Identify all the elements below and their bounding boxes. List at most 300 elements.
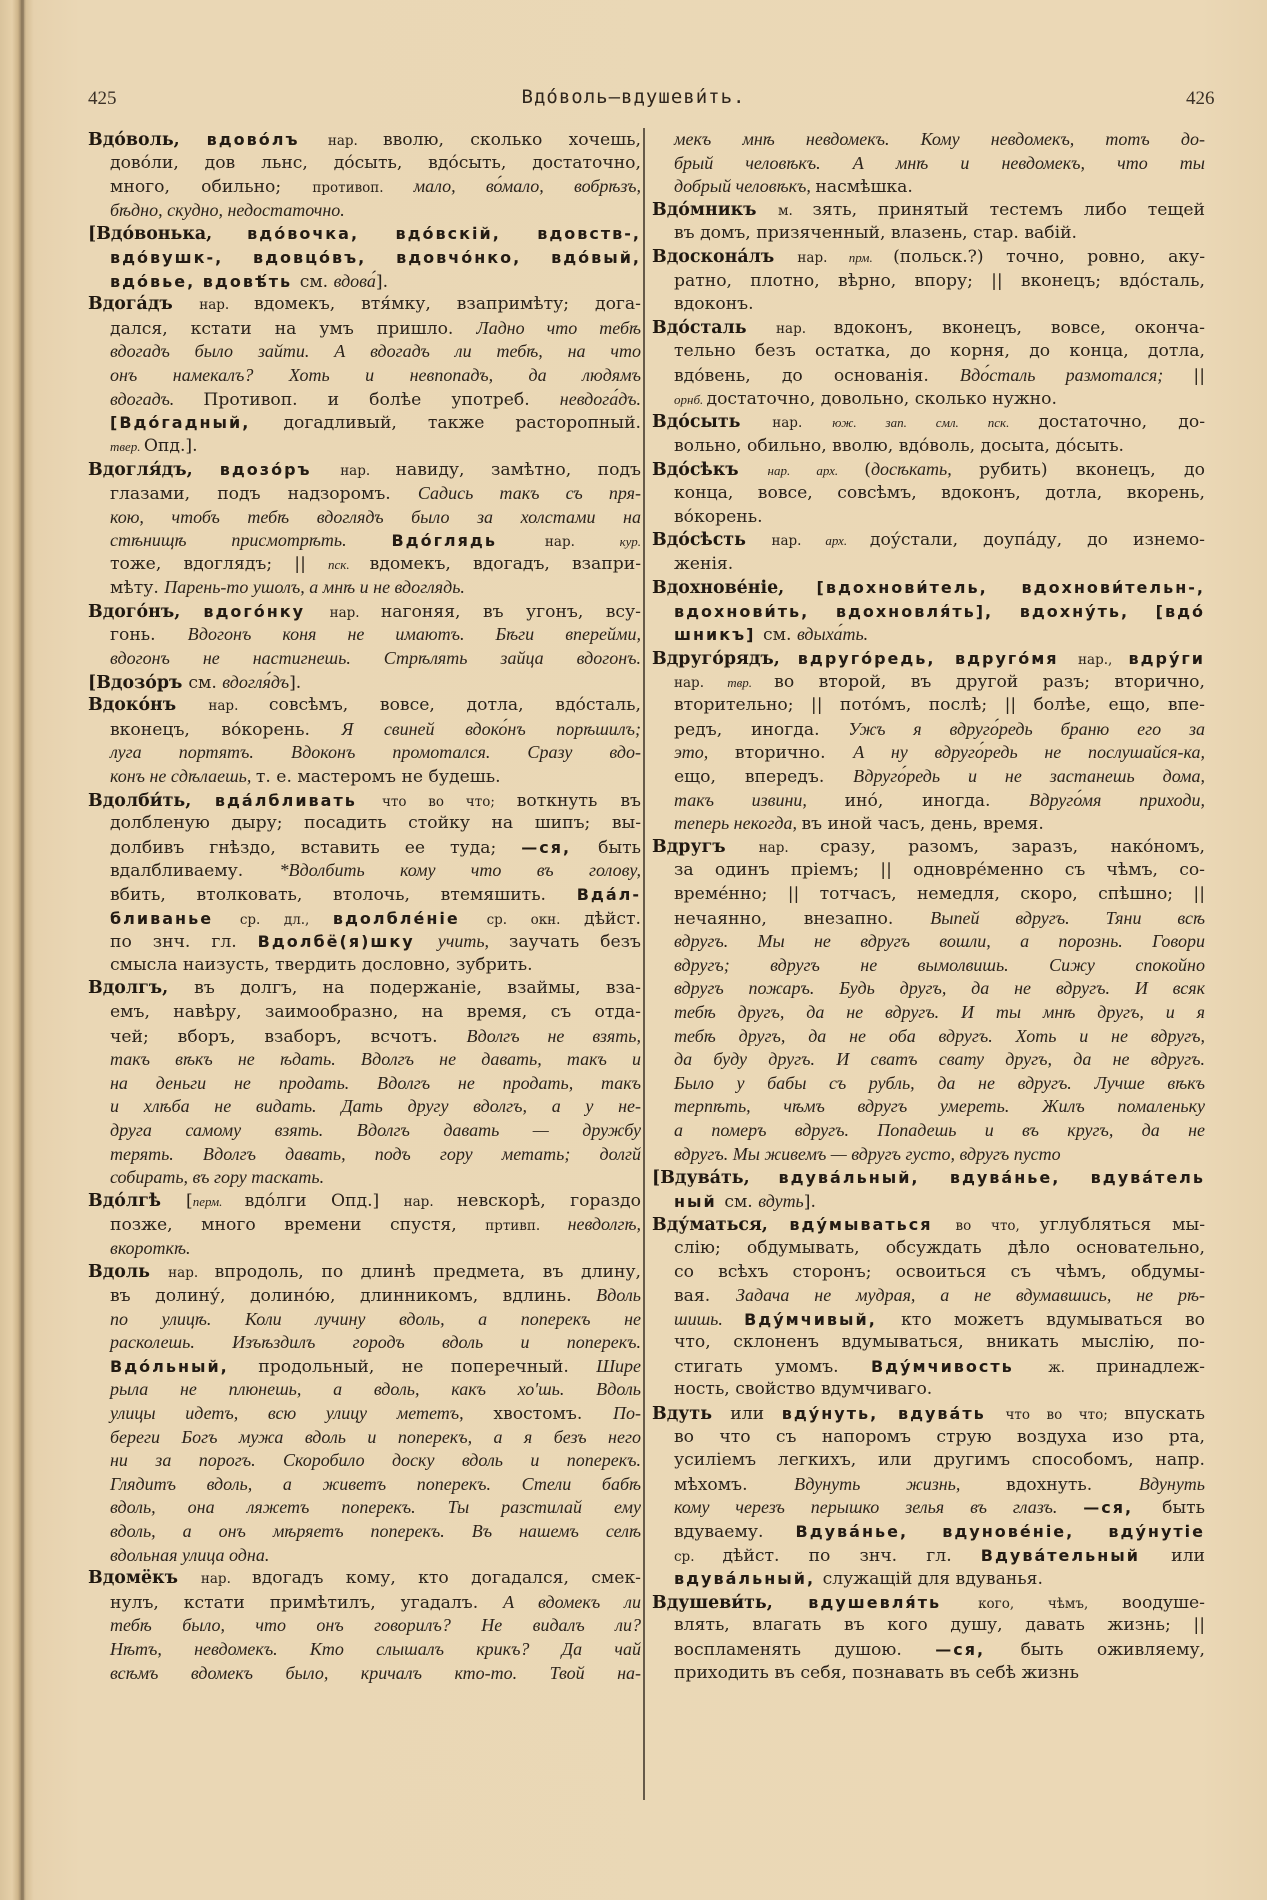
example-italic: Выпей вдругъ. Тяни всѣ bbox=[930, 907, 1205, 928]
example-italic: тебѣ было, что онъ говорилъ? Не видалъ ли? bbox=[110, 1615, 641, 1636]
headword: Вдолгъ, bbox=[88, 978, 195, 999]
definition-text: ]. bbox=[803, 1191, 816, 1212]
region-label: прм. bbox=[848, 249, 894, 265]
definition-text: вторично. bbox=[734, 743, 854, 764]
definition-text: рубить) вконецъ, до bbox=[979, 460, 1205, 481]
entry-line bbox=[652, 340, 1205, 364]
entry-line bbox=[88, 553, 641, 577]
definition-text: || bbox=[1193, 365, 1205, 386]
entry-line bbox=[88, 506, 641, 530]
entry-line bbox=[652, 1237, 1205, 1261]
definition-text: вдоконъ, вконецъ, вовсе, оконча- bbox=[833, 317, 1205, 338]
entry-line bbox=[652, 293, 1205, 317]
example-italic: вдоль, а онъ мѣряетъ поперекъ. Въ нашемъ селѣ bbox=[110, 1521, 641, 1542]
example-italic: Вдруго́редь и не застанешь дома, bbox=[853, 766, 1205, 787]
entry-line bbox=[88, 1496, 641, 1520]
entry-line bbox=[88, 812, 641, 836]
right-column bbox=[652, 128, 1205, 1685]
derived-form: —ся, bbox=[1083, 1498, 1163, 1518]
entry-line bbox=[652, 977, 1205, 1001]
entry-line bbox=[88, 529, 641, 553]
definition-text: быть bbox=[1162, 1498, 1205, 1519]
headword: [Вдозо́ръ bbox=[88, 672, 189, 693]
definition-text: мѣту. bbox=[110, 578, 165, 599]
example-italic: Вдунуть bbox=[1138, 1473, 1205, 1494]
example-italic: Было у бабы съ рубль, да не вдругъ. Лучше вѣкъ bbox=[674, 1072, 1205, 1093]
grammar-label: ж. bbox=[1048, 1359, 1097, 1376]
example-italic: стѣнищѣ присмотрѣть. bbox=[110, 530, 392, 551]
definition-text: [ bbox=[186, 1190, 193, 1211]
entry-first-line bbox=[652, 576, 1205, 600]
entry-line bbox=[652, 954, 1205, 978]
headword: [Вдо́вонька, bbox=[88, 224, 248, 245]
derived-form: —ся, bbox=[521, 837, 599, 857]
definition-text: нечаянно, внезапно. bbox=[674, 908, 931, 929]
definition-text: вдо́лги Опд.] bbox=[244, 1190, 404, 1211]
entry-first-line bbox=[652, 836, 1205, 860]
definition-text: впродоль, по длинѣ предмета, въ длину, bbox=[214, 1261, 641, 1282]
definition-text: вдогадъ кому, кто догадался, смек- bbox=[252, 1568, 641, 1589]
headword: Вдога́дъ bbox=[88, 294, 200, 315]
entry-line bbox=[652, 812, 1205, 836]
derived-form: вда́лбливать bbox=[214, 790, 382, 810]
entry-line bbox=[652, 1473, 1205, 1497]
entry-line bbox=[88, 576, 641, 600]
definition-text: ]. bbox=[375, 271, 389, 292]
grammar-label: что во что; bbox=[381, 793, 517, 810]
grammar-label: кого, чѣмъ, bbox=[978, 1595, 1122, 1612]
entry-first-line bbox=[88, 1567, 641, 1591]
example-italic: брый человѣкъ. А мнѣ и невдомекъ, что ты bbox=[674, 152, 1205, 173]
definition-text: что, склоненъ вдумываться, вникать мыслію, по- bbox=[674, 1332, 1205, 1353]
definition-text: позже, много времени спустя, bbox=[110, 1215, 486, 1236]
definition-text: см. bbox=[188, 672, 223, 693]
entry-line bbox=[652, 1378, 1205, 1402]
entry-line bbox=[652, 718, 1205, 742]
entry-line bbox=[88, 1591, 641, 1615]
definition-text: вдомекъ, втя́мку, взапримѣту; дога- bbox=[253, 294, 641, 315]
entry-line bbox=[88, 388, 641, 412]
example-italic: вдогадъ было зайти. А вдогадъ ли тебѣ, на что bbox=[110, 341, 641, 362]
definition-text: Опд.]. bbox=[143, 435, 198, 456]
entry-line bbox=[652, 671, 1205, 695]
entry-first-line bbox=[88, 458, 641, 482]
entry-line bbox=[88, 1426, 641, 1450]
headword: Вдуть bbox=[652, 1404, 731, 1425]
entry-line bbox=[88, 647, 641, 671]
grammar-label: нар. bbox=[758, 839, 820, 856]
grammar-label: нар. bbox=[327, 133, 383, 149]
definition-text: вторительно; || пото́мъ, послѣ; || болѣе, ещо, впе- bbox=[674, 695, 1205, 716]
entry-line bbox=[88, 175, 641, 199]
entry-line bbox=[88, 435, 641, 459]
entry-line bbox=[652, 1520, 1205, 1544]
entry-first-line bbox=[652, 1213, 1205, 1237]
entry-line bbox=[88, 482, 641, 506]
entry-first-line bbox=[652, 647, 1205, 671]
entry-line bbox=[88, 930, 641, 954]
derived-form: вду́мываться bbox=[789, 1215, 956, 1235]
entry-line bbox=[652, 1308, 1205, 1332]
definition-text: вдалбливаему. bbox=[110, 861, 280, 882]
entry-line bbox=[652, 1095, 1205, 1119]
example-italic: По- bbox=[613, 1403, 641, 1424]
entry-line bbox=[88, 1048, 641, 1072]
entry-line bbox=[652, 364, 1205, 388]
definition-text: Противоп. и болѣе употреб. bbox=[203, 389, 560, 410]
derived-form: вдру́ги bbox=[1128, 649, 1205, 669]
derived-form: Вдува́нье, вдунове́ніе, вду́нутіе bbox=[795, 1522, 1205, 1542]
definition-text: во второй, въ другой разъ; вторично, bbox=[774, 671, 1205, 692]
definition-text: насмѣшка. bbox=[815, 177, 913, 198]
example-italic: вдуть bbox=[758, 1190, 804, 1211]
definition-text: быть оживляему, bbox=[1020, 1640, 1205, 1660]
entry-line bbox=[88, 1308, 641, 1332]
definition-text: дѣйст. bbox=[583, 908, 641, 929]
example-italic: невдога́дъ. bbox=[559, 388, 641, 409]
definition-text: вдомекъ, вдогадъ, взапри- bbox=[369, 553, 641, 574]
page-number-right: 426 bbox=[1186, 88, 1215, 109]
definition-text: гонь. bbox=[110, 625, 188, 646]
definition-text: см. bbox=[724, 1191, 759, 1212]
region-label: пск. bbox=[328, 556, 370, 572]
entry-line bbox=[652, 553, 1205, 577]
entry-line bbox=[652, 883, 1205, 907]
entry-line bbox=[652, 1426, 1205, 1450]
grammar-label: ср. окн. bbox=[486, 911, 584, 928]
definition-text: вдуваему. bbox=[674, 1522, 796, 1543]
definition-text: за одинъ пріемъ; || одновре́менно съ чѣмъ, со- bbox=[674, 860, 1205, 881]
example-italic: вдоль, она ляжетъ поперекъ. Ты разстилай ему bbox=[110, 1497, 641, 1518]
entry-line bbox=[652, 1001, 1205, 1025]
example-italic: ни за порогъ. Скоробило доску вдоль и поперекъ. bbox=[110, 1450, 641, 1471]
entry-line bbox=[88, 1473, 641, 1497]
entry-line bbox=[652, 1025, 1205, 1049]
entry-line bbox=[652, 1662, 1205, 1686]
derived-form: Вдолбё(я)шку bbox=[257, 932, 438, 952]
definition-text: ]. bbox=[289, 672, 302, 693]
definition-text: приходить въ себя, познавать въ себѣ жизнь bbox=[674, 1662, 1079, 1683]
definition-text: сразу, разомъ, заразъ, нако́номъ, bbox=[819, 836, 1205, 857]
headword: Вдо́сыть bbox=[652, 412, 773, 433]
entry-line bbox=[88, 765, 641, 789]
entry-line bbox=[652, 623, 1205, 647]
entry-first-line bbox=[88, 600, 641, 624]
definition-text: достаточно, довольно, сколько нужно. bbox=[706, 388, 1057, 409]
definition-text: въ иной часъ, день, время. bbox=[801, 814, 1044, 835]
definition-text: со всѣхъ сторонъ; освоиться съ чѣмъ, обдумы- bbox=[674, 1261, 1205, 1282]
definition-text: см. bbox=[763, 625, 797, 646]
definition-text: зять, принятый тестемъ либо тещей bbox=[812, 199, 1205, 220]
grammar-label: нар. bbox=[200, 1571, 253, 1588]
entry-line bbox=[88, 1166, 641, 1190]
definition-text: во́корень. bbox=[674, 506, 763, 527]
example-italic: Вдунуть жизнь, bbox=[794, 1473, 1006, 1494]
grammar-label: нар. bbox=[674, 674, 728, 691]
example-italic: вдова́ bbox=[333, 270, 376, 291]
derived-form: [вдохнови́тель, вдохнови́тельн-, bbox=[816, 578, 1205, 598]
example-italic: мало, во́мало, вобрѣзъ, bbox=[413, 176, 641, 197]
entry-first-line bbox=[652, 317, 1205, 341]
definition-text: вбить, втолковать, втолочь, втемяшить. bbox=[110, 885, 577, 905]
entry-line bbox=[88, 718, 641, 742]
definition-text: долбивъ гнѣздо, вставить ее туда; bbox=[110, 837, 522, 858]
entry-first-line bbox=[652, 246, 1205, 270]
example-italic: а померъ вдругъ. Попадешь и въ кругъ, да не bbox=[674, 1119, 1205, 1140]
entry-line bbox=[88, 1072, 641, 1096]
example-italic: всѣмъ вдомекъ было, кричалъ кто-то. Твой на- bbox=[110, 1662, 641, 1683]
definition-text: продольный, не поперечный. bbox=[258, 1356, 597, 1377]
example-italic: терпѣть, чѣмъ вдругъ умереть. Жилъ помаленьку bbox=[674, 1096, 1205, 1117]
definition-text: навиду, замѣтно, подъ bbox=[395, 460, 641, 481]
entry-first-line bbox=[652, 199, 1205, 223]
entry-line bbox=[652, 694, 1205, 718]
example-italic: расколешь. Изъѣздилъ городъ вдоль и поперекъ. bbox=[110, 1332, 641, 1353]
entry-first-line bbox=[652, 411, 1205, 435]
entry-line bbox=[88, 883, 641, 907]
example-italic: Вдруго́мя приходи, bbox=[1029, 789, 1205, 810]
entry-first-line bbox=[88, 789, 641, 813]
definition-text: женія. bbox=[674, 553, 734, 574]
derived-form: бливанье bbox=[110, 908, 240, 928]
example-italic: тебѣ другъ, да не вдругъ. И ты мнѣ другъ, и я bbox=[674, 1001, 1205, 1022]
grammar-label: ср. дл., bbox=[239, 911, 333, 928]
example-italic: это, bbox=[674, 742, 735, 763]
example-italic: и хлѣба не видать. Дать другу вдолгъ, а у не- bbox=[110, 1096, 641, 1117]
grammar-label: нар. bbox=[544, 534, 620, 551]
entry-first-line bbox=[88, 1261, 641, 1285]
example-italic: Вдолгъ не взять, bbox=[466, 1025, 641, 1046]
entry-line bbox=[88, 836, 641, 860]
example-italic: Глядитъ вдоль, а живетъ поперекъ. Стели бабѣ bbox=[110, 1473, 641, 1494]
grammar-label: нар. bbox=[329, 604, 381, 621]
entry-line bbox=[652, 1143, 1205, 1167]
region-label: нар. арх. bbox=[767, 463, 865, 479]
headword: Вдогля́дъ, bbox=[88, 460, 220, 481]
derived-form: —ся, bbox=[935, 1640, 1021, 1659]
derived-form: вдохнови́ть, вдохновля́ть], вдохну́ть, [вдо́ bbox=[674, 601, 1205, 621]
entry-line bbox=[88, 1213, 641, 1237]
example-italic: вдольная улица одна. bbox=[110, 1544, 270, 1565]
headword: Вдохнове́ніе, bbox=[652, 578, 817, 599]
derived-form: вдолбле́ніе bbox=[332, 908, 487, 928]
example-italic: Вдо́сталь размотался; bbox=[959, 364, 1194, 385]
headword: Вдо́сталь bbox=[652, 317, 777, 338]
entry-line bbox=[652, 175, 1205, 199]
headword: Вдо́воль, bbox=[88, 130, 207, 150]
entry-line bbox=[88, 1119, 641, 1143]
grammar-label: нар. bbox=[776, 320, 834, 337]
example-italic: вдогадъ. bbox=[110, 388, 204, 409]
entry-line bbox=[88, 1614, 641, 1638]
grammar-label: нар. bbox=[797, 249, 849, 266]
entry-line bbox=[652, 741, 1205, 765]
definition-text: или bbox=[1171, 1545, 1205, 1566]
definition-text: воткнуть въ bbox=[516, 790, 641, 811]
definition-text: ратно, плотно, вѣрно, впору; || вконецъ; вдо́сталь, bbox=[674, 270, 1205, 291]
entry-line bbox=[88, 859, 641, 883]
derived-form: вдува́льный, bbox=[674, 1569, 823, 1589]
definition-text: заучать безъ bbox=[509, 932, 641, 953]
definition-text: служащій для вдуванья. bbox=[822, 1569, 1043, 1590]
headword: Вдо́сѣсть bbox=[652, 530, 772, 551]
derived-form: вдо́вушк-, вдовцо́въ, вдовчо́нко, вдо́вый, bbox=[110, 247, 641, 267]
example-italic: такъ вѣкъ не ѣдать. Вдолгъ не давать, такъ и bbox=[110, 1049, 641, 1070]
entry-line bbox=[88, 1662, 641, 1686]
example-italic: Нѣтъ, невдомекъ. Кто слышалъ крикъ? Да чай bbox=[110, 1639, 641, 1659]
entry-line bbox=[88, 954, 641, 978]
left-column bbox=[88, 128, 641, 1685]
headword: Вдоко́нъ bbox=[88, 695, 209, 716]
example-italic: теперь некогда, bbox=[674, 813, 802, 834]
example-italic: шишь. bbox=[674, 1308, 745, 1329]
entry-first-line bbox=[88, 694, 641, 718]
entry-line bbox=[652, 1331, 1205, 1355]
headword: Вду́маться, bbox=[652, 1215, 790, 1236]
entry-first-line bbox=[652, 1591, 1205, 1615]
derived-form: вдого́нку bbox=[203, 601, 330, 621]
definition-text: инó, иногда. bbox=[844, 790, 1030, 811]
column-divider bbox=[643, 128, 645, 1800]
definition-text: дово́ли, дов льнс, до́сыть, вдо́сыть, достаточно, bbox=[110, 152, 641, 173]
running-title: Вдо́воль—вдушеви́ть. bbox=[521, 86, 746, 108]
definition-text: совсѣмъ, вовсе, дотла, вдо́сталь, bbox=[268, 695, 641, 716]
definition-text: ещо, впередъ. bbox=[674, 767, 854, 788]
entry-line bbox=[88, 317, 641, 341]
definition-text: нагоняя, въ угонъ, всу- bbox=[380, 601, 641, 622]
entry-line bbox=[652, 1048, 1205, 1072]
derived-form: [Вдо́гадный, bbox=[110, 413, 284, 433]
definition-text: воспламенять душою. bbox=[674, 1640, 936, 1660]
entry-line bbox=[652, 222, 1205, 246]
derived-form: Вду́мчивость bbox=[870, 1356, 1049, 1376]
grammar-label: что во что; bbox=[1005, 1407, 1125, 1424]
region-label: твр. bbox=[727, 674, 775, 690]
definition-text: вольно, обильно, вволю, вдо́воль, досыта, до́сыть. bbox=[674, 435, 1125, 456]
headword: Вдомёкъ bbox=[88, 1568, 201, 1589]
example-italic: Парень-то ушолъ, а мнѣ и не вдоглядь. bbox=[164, 577, 465, 598]
definition-text: дѣйст. по знч. гл. bbox=[722, 1545, 981, 1566]
entry-line bbox=[88, 411, 641, 435]
derived-form: Вда́л- bbox=[576, 885, 641, 904]
example-italic: конъ не сдѣлаешь, bbox=[110, 766, 256, 787]
derived-form: Вду́мчивый, bbox=[744, 1309, 902, 1329]
definition-text: (польск.?) точно, ровно, аку- bbox=[893, 246, 1205, 267]
example-italic: учить, bbox=[437, 931, 509, 952]
entry-line bbox=[652, 270, 1205, 294]
entry-line bbox=[652, 506, 1205, 530]
definition-text: вволю, сколько хочешь, bbox=[382, 130, 641, 150]
definition-text: много, обильно; bbox=[110, 177, 313, 198]
derived-form: Вдува́тельный bbox=[980, 1545, 1172, 1565]
definition-text: принадлеж- bbox=[1096, 1356, 1205, 1377]
example-italic: досѣкать, bbox=[870, 459, 980, 480]
headword: Вдруго́рядъ, bbox=[652, 649, 798, 670]
headword: Вдо́сѣкъ bbox=[652, 460, 768, 481]
example-italic: *Вдолбить кому что въ голову, bbox=[279, 860, 641, 881]
entry-line bbox=[88, 741, 641, 765]
definition-text: тельно безъ остатка, до корня, до конца, дотла, bbox=[674, 341, 1205, 362]
definition-text: впускать bbox=[1124, 1404, 1205, 1425]
entry-line bbox=[88, 623, 641, 647]
definition-text: вконецъ, во́корень. bbox=[110, 719, 342, 740]
example-italic: вдругъ. Мы живемъ — вдругъ густо, вдругъ пусто bbox=[674, 1143, 1061, 1164]
entry-line bbox=[88, 199, 641, 223]
book-spine-shadow bbox=[21, 0, 24, 1900]
entry-first-line bbox=[88, 671, 641, 695]
example-italic: тебѣ другъ, да не оба вдругъ. Хоть и не вдругъ, bbox=[674, 1025, 1205, 1046]
example-italic: вдругъ; вдругъ не вымолвишь. Сижу спокойно bbox=[674, 954, 1205, 975]
entry-line bbox=[652, 1614, 1205, 1638]
example-italic: бѣдно, скудно, недостаточно. bbox=[110, 199, 345, 220]
entry-first-line bbox=[88, 1190, 641, 1214]
definition-text: см. bbox=[299, 271, 334, 292]
derived-form: Вдо́льный, bbox=[110, 1356, 259, 1376]
entry-line bbox=[652, 482, 1205, 506]
entry-line bbox=[652, 930, 1205, 954]
definition-text: въ долгъ, на подержаніе, взаймы, вза- bbox=[194, 978, 641, 999]
entry-line bbox=[652, 789, 1205, 813]
example-italic: невдолгѣ, bbox=[567, 1214, 641, 1235]
entry-line bbox=[88, 1544, 641, 1568]
derived-form: вдово́лъ bbox=[206, 130, 328, 149]
entry-first-line bbox=[652, 1166, 1205, 1190]
definition-text: нулъ, кстати примѣтилъ, угадалъ. bbox=[110, 1592, 504, 1613]
grammar-label: нар., bbox=[1078, 652, 1129, 669]
headword: Вдругъ bbox=[652, 836, 759, 857]
grammar-label: ср. bbox=[674, 1548, 723, 1565]
entry-line bbox=[88, 364, 641, 388]
entry-line bbox=[652, 1567, 1205, 1591]
entry-first-line bbox=[88, 977, 641, 1001]
derived-form: вдо́вочка, вдо́вскій, вдовств-, bbox=[247, 224, 641, 244]
example-italic: луга портятъ. Вдоконъ промотался. Сразу вдо- bbox=[110, 742, 641, 763]
example-italic: береги Богъ мужа вдоль и поперекъ, а я безъ него bbox=[110, 1426, 641, 1447]
entry-line bbox=[652, 1190, 1205, 1214]
entry-first-line bbox=[88, 128, 641, 152]
headword: Вдушеви́ть, bbox=[652, 1592, 809, 1613]
grammar-label: противоп. bbox=[312, 180, 414, 197]
example-italic: Вдогонъ коня не имаютъ. Бѣги вперейми, bbox=[187, 624, 641, 645]
entry-line bbox=[652, 1355, 1205, 1379]
definition-text: смысла наизусть, твердить дословно, зубрить. bbox=[110, 954, 533, 975]
definition-text: слію; обдумывать, обсуждать дѣло основательно, bbox=[674, 1237, 1205, 1258]
example-italic: Вдоль bbox=[596, 1285, 641, 1306]
entry-line bbox=[88, 907, 641, 931]
entry-first-line bbox=[652, 458, 1205, 482]
entry-line bbox=[652, 152, 1205, 176]
grammar-label: пртивп. bbox=[485, 1218, 568, 1235]
definition-text: усиліемъ легкихъ, или другимъ способомъ, напр. bbox=[674, 1450, 1205, 1471]
definition-text: достаточно, до- bbox=[1038, 412, 1205, 433]
definition-text: хвостомъ. bbox=[493, 1404, 613, 1425]
entry-line bbox=[652, 1119, 1205, 1143]
entry-line bbox=[88, 152, 641, 176]
region-label: орнб. bbox=[674, 391, 707, 407]
grammar-label: нар. bbox=[208, 698, 269, 715]
example-italic: Задача не мудрая, а не вдумавшись, не рѣ- bbox=[736, 1285, 1205, 1306]
entry-line bbox=[88, 270, 641, 294]
region-label: арх. bbox=[825, 533, 870, 549]
definition-text: долбленую дыру; посадить стойку на шипъ; вы- bbox=[110, 813, 641, 834]
entry-line bbox=[652, 1449, 1205, 1473]
entry-line bbox=[652, 1261, 1205, 1285]
definition-text: въ домъ, призяченный, влазень, стар. вабій. bbox=[674, 223, 1077, 244]
region-label: кур. bbox=[619, 534, 641, 550]
derived-form: вдо́вье, вдовѣ́ть bbox=[110, 271, 300, 291]
example-italic: кому черезъ перышко зелья въ глазъ. bbox=[674, 1497, 1084, 1518]
entry-line bbox=[652, 600, 1205, 624]
